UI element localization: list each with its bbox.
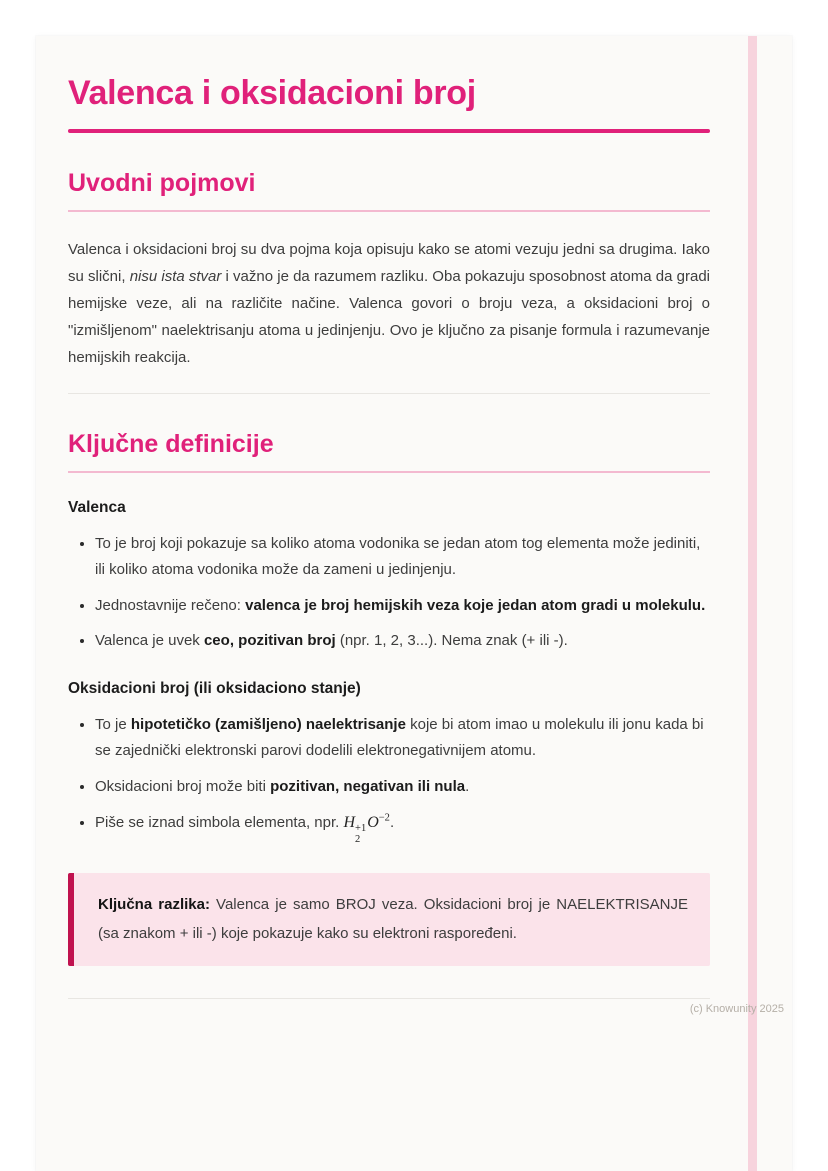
bullet-text-post: (npr. 1, 2, 3...). Nema znak (+ ili -). xyxy=(335,631,568,649)
bullet-text-post: . xyxy=(465,777,470,795)
title-rule xyxy=(68,129,710,133)
list-item xyxy=(95,809,710,845)
formula-h-superscript: +1 xyxy=(355,823,367,835)
page-title: Valenca i oksidacioni broj xyxy=(68,74,476,112)
document-content xyxy=(36,36,792,1015)
bullet-text: Piše se iznad simbola elementa, npr. xyxy=(95,813,344,831)
formula-symbol-o: O xyxy=(367,813,379,831)
bullet-text: Valenca je uvek xyxy=(95,631,204,649)
intro-text-rest: i važno je da razumem razliku. Oba pokazuju sposobnost atoma da gradi hemijske veze, ali na različite načine. Valenca govori o broju veza, a oksidacioni broj o "izmišljenom" naelektrisanju atoma u jedinjenju. Ovo je ključno za pisanje formula i razumevanje hemijskih reakcija. xyxy=(68,268,710,366)
list-item xyxy=(95,712,710,765)
bullet-bold-text: hipotetičko (zamišljeno) naelektrisanje xyxy=(130,716,406,733)
oksidacioni-bullet-list xyxy=(68,712,710,845)
section-heading-uvodni-pojmovi: Uvodni pojmovi xyxy=(68,169,256,197)
valenca-bullet-list xyxy=(68,531,710,654)
callout-text: Valenca je samo BROJ veza. Oksidacioni broj je NAELEKTRISANJE (sa znakom + ili -) koje pokazuje kako su elektroni raspoređeni. xyxy=(98,896,688,943)
list-item xyxy=(95,593,710,619)
copyright-footer: (c) Knowunity 2025 xyxy=(689,1002,784,1015)
key-difference-callout xyxy=(68,873,710,966)
bullet-text: Jednostavnije rečeno: xyxy=(95,596,246,614)
subheading-valenca: Valenca xyxy=(68,499,126,516)
bullet-text: Oksidacioni broj može biti xyxy=(95,777,271,795)
formula-o-superscript: −2 xyxy=(378,812,390,824)
section-rule-definicije xyxy=(68,471,710,473)
formula-h-scripts xyxy=(355,824,366,845)
bullet-text-post: koje bi atom imao u molekulu ili jonu kada bi se zajednički elektronski parovi dodelili elektronegativnijem atomu. xyxy=(95,716,704,760)
subheading-oksidacioni-broj: Oksidacioni broj (ili oksidaciono stanje) xyxy=(68,680,361,697)
list-item xyxy=(95,628,710,654)
bullet-bold-text: pozitivan, negativan ili nula xyxy=(270,777,466,795)
intro-text-italic: nisu ista stvar xyxy=(129,268,222,285)
section-divider xyxy=(68,393,710,394)
h2o-oxidation-formula xyxy=(343,812,390,845)
section-rule-uvodni xyxy=(68,210,710,212)
bottom-divider xyxy=(68,998,710,999)
intro-text-start: Valenca i oksidacioni broj su dva pojma koja opisuju kako se atomi vezuju jedni sa drugima. Iako su slični, xyxy=(68,241,710,285)
document-page xyxy=(36,36,792,1171)
formula-symbol-h: H xyxy=(343,813,356,831)
bullet-bold-text: ceo, pozitivan broj xyxy=(203,631,336,649)
list-item xyxy=(95,531,710,584)
bullet-bold-text: valenca je broj hemijskih veza koje jedan atom gradi u molekulu. xyxy=(245,596,706,614)
formula-h-subscript: 2 xyxy=(355,833,361,845)
list-item xyxy=(95,774,710,800)
intro-paragraph xyxy=(68,236,710,371)
section-heading-kljucne-definicije: Ključne definicije xyxy=(68,430,274,458)
bullet-text: To je xyxy=(95,716,131,733)
bullet-text-post: . xyxy=(389,813,395,831)
callout-label: Ključna razlika: xyxy=(98,896,210,914)
bullet-text: To je broj koji pokazuje sa koliko atoma vodonika se jedan atom tog elementa može jediniti, ili koliko atoma vodonika može da zameni u jedinjenju. xyxy=(95,535,701,579)
